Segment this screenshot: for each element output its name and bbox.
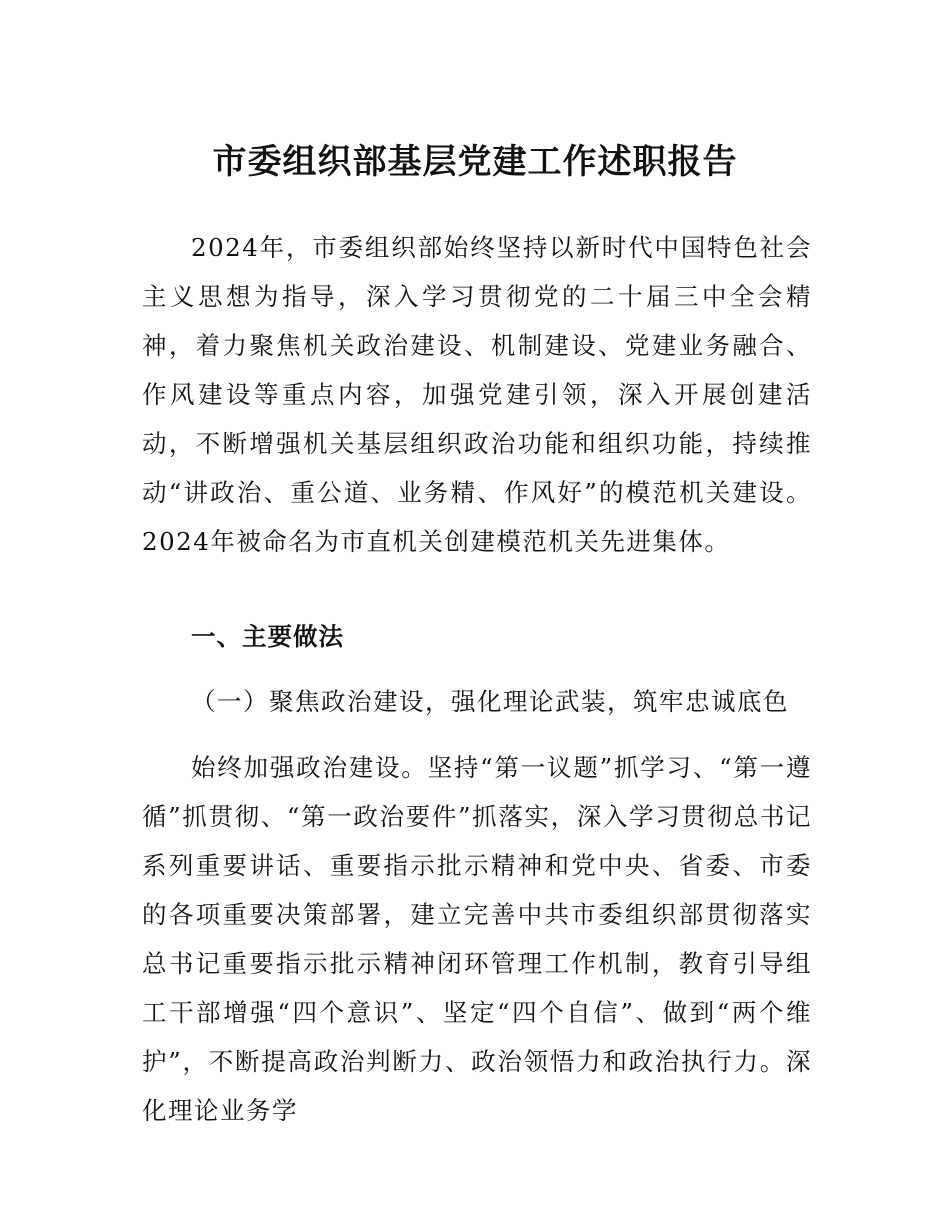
section-heading: 一、主要做法 xyxy=(191,622,344,651)
document-title: 市委组织部基层党建工作述职报告 xyxy=(212,141,738,182)
section-paragraph: 始终加强政治建设。坚持“第一议题”抓学习、“第一遵循”抓贯彻、“第一政治要件”抓落实，深入学习贯彻总书记系列重要讲话、重要指示批示精神和党中央、省委、市委的各项重要决策部署，建立完善中共市委组织部贯彻落实总书记重要指示批示精神闭环管理工作机制，教育引导组工干部增强“四个意识”、坚定“四个自信”、做到“两个维护”，不断提高政治判断力、政治领悟力和政治执行力。深化理论业务学 xyxy=(142,753,812,1125)
intro-paragraph: 2024年，市委组织部始终坚持以新时代中国特色社会主义思想为指导，深入学习贯彻党的二十届三中全会精神，着力聚焦机关政治建设、机制建设、党建业务融合、作风建设等重点内容，加强党建引领，深入开展创建活动，不断增强机关基层组织政治功能和组织功能，持续推动“讲政治、重公道、业务精、作风好”的模范机关建设。2024年被命名为市直机关创建模范机关先进集体。 xyxy=(142,233,812,556)
subsection-heading: （一）聚焦政治建设，强化理论武装，筑牢忠诚底色 xyxy=(191,687,789,716)
